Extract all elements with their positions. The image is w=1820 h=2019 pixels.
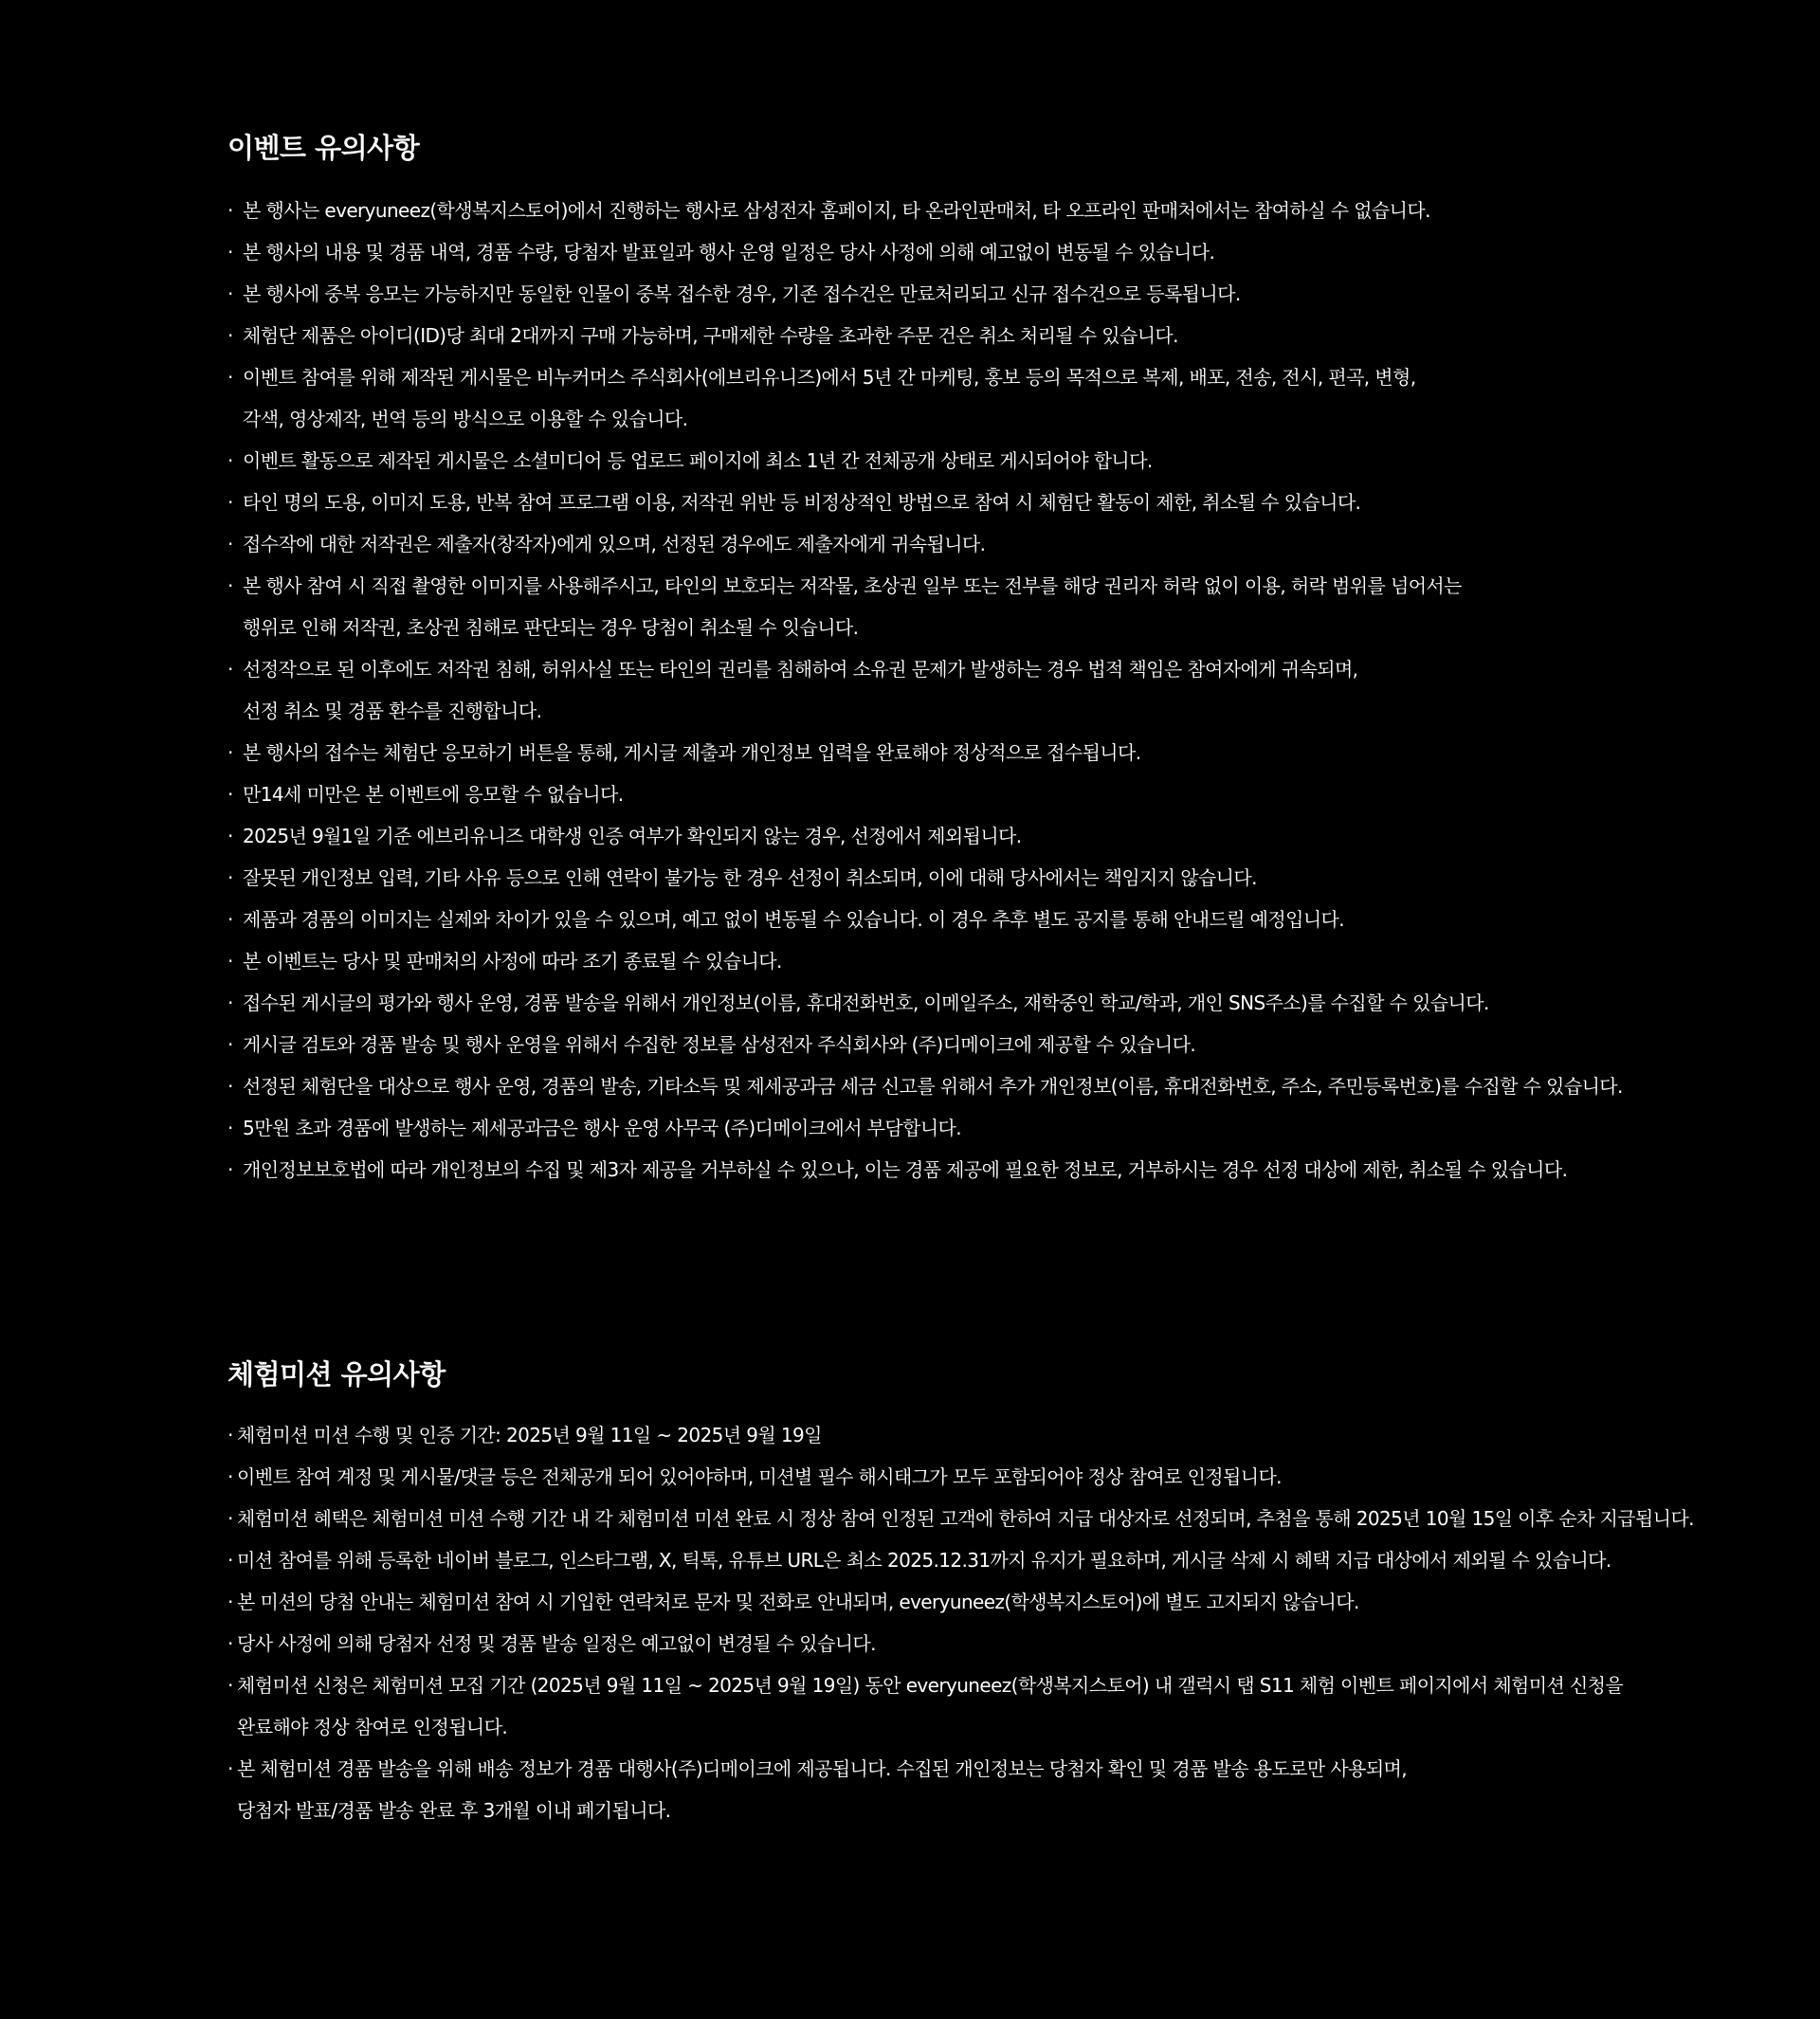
notice-text: 미션 참여를 위해 등록한 네이버 블로그, 인스타그램, X, 틱톡, 유튜브 URL은 최소 2025.12.31까지 유지가 필요하며, 게시글 삭제 시 혜택 지급 대상에서 제외될 수 있습니다.	[237, 1549, 1611, 1572]
notice-text: 선정된 체험단을 대상으로 행사 운영, 경품의 발송, 기타소득 및 제세공과금 세금 신고를 위해서 추가 개인정보(이름, 휴대전화번호, 주소, 주민등록번호)를 수집할 수 있습니다.	[243, 1075, 1623, 1098]
notice-item	[228, 1107, 1763, 1149]
bullet-dot: ·	[228, 1117, 233, 1139]
notice-item	[228, 356, 1763, 440]
bullet-dot: ·	[228, 741, 233, 764]
notice-text: 2025년 9월1일 기준 에브리유니즈 대학생 인증 여부가 확인되지 않는 경우, 선정에서 제외됩니다.	[243, 825, 1022, 847]
bullet-dot: ·	[228, 1757, 233, 1780]
notice-item	[228, 1456, 1763, 1498]
bullet-dot: ·	[228, 1075, 233, 1098]
notice-text: 체험미션 미션 수행 및 인증 기간: 2025년 9월 11일 ~ 2025년 9월 19일	[237, 1424, 822, 1446]
bullet-dot: ·	[228, 199, 233, 222]
mission-notice-section	[228, 1354, 1763, 1831]
bullet-dot: ·	[228, 1158, 233, 1181]
bullet-dot: ·	[228, 1549, 233, 1572]
notice-item	[228, 899, 1763, 940]
notice-text: 체험미션 혜택은 체험미션 미션 수행 기간 내 각 체험미션 미션 완료 시 정상 참여 인정된 고객에 한하여 지급 대상자로 선정되며, 추첨을 통해 2025년 10월 15일 이후 순차 지급됩니다.	[237, 1507, 1694, 1530]
bullet-dot: ·	[228, 241, 233, 264]
notice-item	[228, 648, 1763, 732]
notice-item	[228, 1065, 1763, 1107]
notice-item	[228, 190, 1763, 231]
notice-text: 접수작에 대한 저작권은 제출자(창작자)에게 있으며, 선정된 경우에도 제출자에게 귀속됩니다.	[243, 533, 986, 555]
notice-text: 접수된 게시글의 평가와 행사 운영, 경품 발송을 위해서 개인정보(이름, 휴대전화번호, 이메일주소, 재학중인 학교/학과, 개인 SNS주소)를 수집할 수 있습니다.	[243, 991, 1489, 1014]
notice-item	[228, 982, 1763, 1024]
bullet-dot: ·	[228, 950, 233, 973]
notice-item	[228, 523, 1763, 565]
notice-text: 이벤트 참여 계정 및 게시물/댓글 등은 전체공개 되어 있어야하며, 미션별 필수 해시태그가 모두 포함되어야 정상 참여로 인정됩니다.	[237, 1465, 1282, 1488]
notice-text: 타인 명의 도용, 이미지 도용, 반복 참여 프로그램 이용, 저작권 위반 등 비정상적인 방법으로 참여 시 체험단 활동이 제한, 취소될 수 있습니다.	[243, 491, 1361, 514]
bullet-dot: ·	[228, 282, 233, 305]
notice-item	[228, 565, 1763, 648]
bullet-dot: ·	[228, 1424, 233, 1446]
notice-item	[228, 1498, 1763, 1539]
notice-item	[228, 1539, 1763, 1581]
bullet-dot: ·	[228, 324, 233, 347]
notice-item	[228, 1149, 1763, 1191]
bullet-dot: ·	[228, 825, 233, 847]
notice-item	[228, 1748, 1763, 1831]
bullet-dot: ·	[228, 783, 233, 806]
notice-text: 당사 사정에 의해 당첨자 선정 및 경품 발송 일정은 예고없이 변경될 수 있습니다.	[237, 1632, 876, 1655]
bullet-dot: ·	[228, 1632, 233, 1655]
notice-item	[228, 440, 1763, 482]
notice-text: 본 행사의 접수는 체험단 응모하기 버튼을 통해, 게시글 제출과 개인정보 입력을 완료해야 정상적으로 접수됩니다.	[243, 741, 1141, 764]
mission-notice-title: 체험미션 유의사항	[228, 1358, 446, 1391]
notice-text: 게시글 검토와 경품 발송 및 행사 운영을 위해서 수집한 정보를 삼성전자 주식회사와 (주)디메이크에 제공할 수 있습니다.	[243, 1033, 1196, 1056]
notice-item	[228, 273, 1763, 315]
notice-text: 본 행사는 everyuneez(학생복지스토어)에서 진행하는 행사로 삼성전자 홈페이지, 타 온라인판매처, 타 오프라인 판매처에서는 참여하실 수 없습니다.	[243, 199, 1430, 222]
notice-item	[228, 1623, 1763, 1664]
notice-text: 이벤트 참여를 위해 제작된 게시물은 비누커머스 주식회사(에브리유니즈)에서 5년 간 마케팅, 홍보 등의 목적으로 복제, 배포, 전송, 전시, 편곡, 변형, 각색, 영상제작, 번역 등의 방식으로 이용할 수 있습니다.	[243, 366, 1416, 430]
notice-text: 5만원 초과 경품에 발생하는 제세공과금은 행사 운영 사무국 (주)디메이크에서 부담합니다.	[243, 1117, 962, 1139]
notice-text: 잘못된 개인정보 입력, 기타 사유 등으로 인해 연락이 불가능 한 경우 선정이 취소되며, 이에 대해 당사에서는 책임지지 않습니다.	[243, 866, 1257, 889]
notice-item	[228, 231, 1763, 273]
bullet-dot: ·	[228, 533, 233, 555]
notice-item	[228, 940, 1763, 982]
notice-item	[228, 315, 1763, 356]
notice-text: 이벤트 활동으로 제작된 게시물은 소셜미디어 등 업로드 페이지에 최소 1년 간 전체공개 상태로 게시되어야 합니다.	[243, 449, 1153, 472]
bullet-dot: ·	[228, 1033, 233, 1056]
notice-text: 제품과 경품의 이미지는 실제와 차이가 있을 수 있으며, 예고 없이 변동될 수 있습니다. 이 경우 추후 별도 공지를 통해 안내드릴 예정입니다.	[243, 908, 1345, 931]
notice-text: 본 행사 참여 시 직접 촬영한 이미지를 사용해주시고, 타인의 보호되는 저작물, 초상권 일부 또는 전부를 해당 권리자 허락 없이 이용, 허락 범위를 넘어서는 행위로 인해 저작권, 초상권 침해로 판단되는 경우 당첨이 취소될 수 잇습니다.	[243, 574, 1462, 639]
notice-text: 본 체험미션 경품 발송을 위해 배송 정보가 경품 대행사(주)디메이크에 제공됩니다. 수집된 개인정보는 당첨자 확인 및 경품 발송 용도로만 사용되며, 당첨자 발표/경품 발송 완료 후 3개월 이내 폐기됩니다.	[237, 1757, 1408, 1822]
bullet-dot: ·	[228, 491, 233, 514]
notice-text: 체험단 제품은 아이디(ID)당 최대 2대까지 구매 가능하며, 구매제한 수량을 초과한 주문 건은 취소 처리될 수 있습니다.	[243, 324, 1178, 347]
notice-item	[228, 773, 1763, 815]
notice-text: 본 미션의 당첨 안내는 체험미션 참여 시 기입한 연락처로 문자 및 전화로 안내되며, everyuneez(학생복지스토어)에 별도 고지되지 않습니다.	[237, 1591, 1359, 1613]
notice-item	[228, 1024, 1763, 1065]
bullet-dot: ·	[228, 1465, 233, 1488]
bullet-dot: ·	[228, 1591, 233, 1613]
event-notice-title: 이벤트 유의사항	[228, 132, 420, 164]
notice-text: 본 이벤트는 당사 및 판매처의 사정에 따라 조기 종료될 수 있습니다.	[243, 950, 782, 973]
event-notice-section	[228, 127, 1763, 1191]
event-notice-list	[228, 190, 1763, 1191]
bullet-dot: ·	[228, 449, 233, 472]
bullet-dot: ·	[228, 658, 233, 681]
notice-text: 본 행사의 내용 및 경품 내역, 경품 수량, 당첨자 발표일과 행사 운영 일정은 당사 사정에 의해 예고없이 변동될 수 있습니다.	[243, 241, 1215, 264]
notice-item	[228, 1581, 1763, 1623]
bullet-dot: ·	[228, 866, 233, 889]
notice-text: 선정작으로 된 이후에도 저작권 침해, 허위사실 또는 타인의 권리를 침해하여 소유권 문제가 발생하는 경우 법적 책임은 참여자에게 귀속되며, 선정 취소 및 경품 환수를 진행합니다.	[243, 658, 1358, 722]
notice-text: 만14세 미만은 본 이벤트에 응모할 수 없습니다.	[243, 783, 624, 806]
bullet-dot: ·	[228, 991, 233, 1014]
notice-text: 개인정보보호법에 따라 개인정보의 수집 및 제3자 제공을 거부하실 수 있으나, 이는 경품 제공에 필요한 정보로, 거부하시는 경우 선정 대상에 제한, 취소될 수 있습니다.	[243, 1158, 1568, 1181]
bullet-dot: ·	[228, 1674, 233, 1697]
notice-item	[228, 1414, 1763, 1456]
notice-item	[228, 1664, 1763, 1748]
notice-text: 체험미션 신청은 체험미션 모집 기간 (2025년 9월 11일 ~ 2025년 9월 19일) 동안 everyuneez(학생복지스토어) 내 갤럭시 탭 S11 체험 이벤트 페이지에서 체험미션 신청을 완료해야 정상 참여로 인정됩니다.	[237, 1674, 1624, 1738]
notice-item	[228, 857, 1763, 899]
notice-item	[228, 482, 1763, 523]
notice-text: 본 행사에 중복 응모는 가능하지만 동일한 인물이 중복 접수한 경우, 기존 접수건은 만료처리되고 신규 접수건으로 등록됩니다.	[243, 282, 1241, 305]
mission-notice-list	[228, 1414, 1763, 1831]
notice-item	[228, 732, 1763, 773]
bullet-dot: ·	[228, 908, 233, 931]
bullet-dot: ·	[228, 366, 233, 389]
bullet-dot: ·	[228, 1507, 233, 1530]
notice-item	[228, 815, 1763, 857]
bullet-dot: ·	[228, 574, 233, 597]
